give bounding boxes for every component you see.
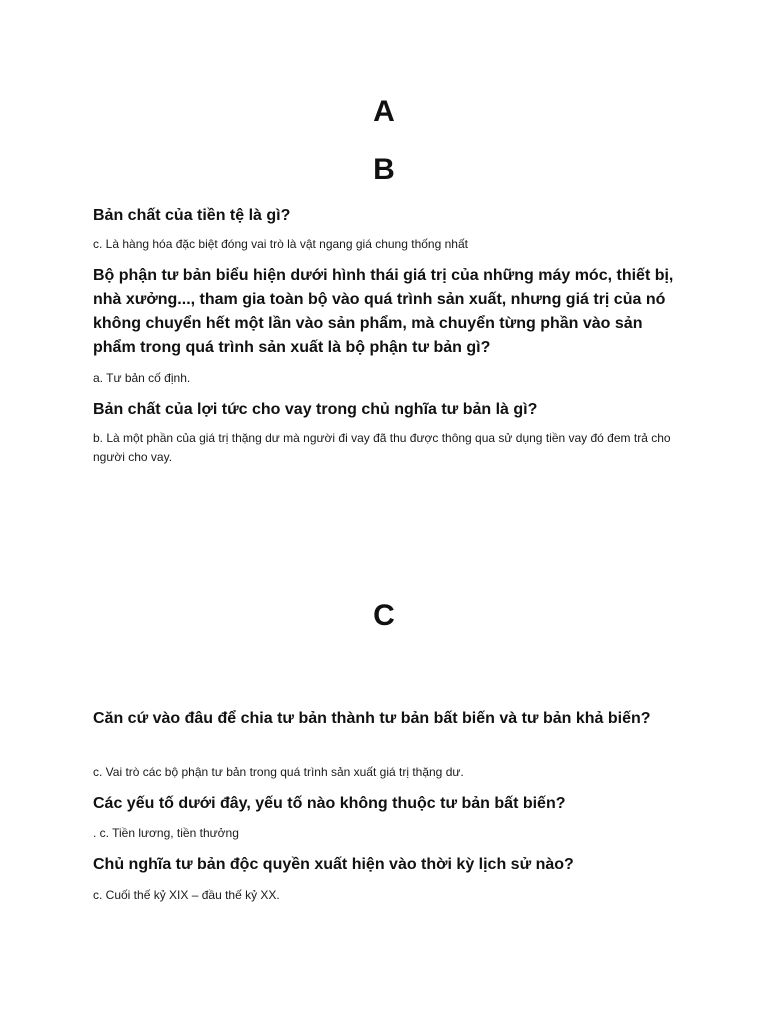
answer-text: . c. Tiền lương, tiền thưởng [93,826,239,840]
section-heading-b: B [373,153,395,186]
qa-item [93,369,683,388]
answer-text: c. Cuối thế kỷ XIX – đầu thế kỷ XX. [93,888,280,902]
qa-item [93,824,683,843]
answer-text: c. Là hàng hóa đặc biệt đóng vai trò là vật ngang giá chung thống nhất [93,237,468,251]
qa-item [93,792,683,816]
question-text: Căn cứ vào đâu để chia tư bản thành tư bản bất biến và tư bản khả biến? [93,710,651,727]
qa-item [93,429,683,467]
qa-item [93,264,683,360]
qa-item [93,398,683,422]
qa-item [93,235,683,254]
answer-text: a. Tư bản cố định. [93,371,191,385]
qa-item [93,853,683,877]
question-text: Bộ phận tư bản biểu hiện dưới hình thái giá trị của những máy móc, thiết bị, nhà xưởng..., tham gia toàn bộ vào quá trình sản xuất, nhưng giá trị của nó không chuyển hết một lần vào sản phẩm, mà chuyển từng phần vào sản phẩm trong quá trình sản xuất là bộ phận tư bản gì? [93,267,674,356]
qa-item [93,763,683,782]
answer-text: c. Vai trò các bộ phận tư bản trong quá trình sản xuất giá trị thặng dư. [93,765,464,779]
question-text: Bản chất của tiền tệ là gì? [93,207,291,224]
section-heading-a: A [373,95,395,128]
qa-item [93,707,683,731]
question-text: Bản chất của lợi tức cho vay trong chủ nghĩa tư bản là gì? [93,401,538,418]
section-heading-c: C [373,599,395,632]
qa-item [93,886,683,905]
question-text: Các yếu tố dưới đây, yếu tố nào không thuộc tư bản bất biến? [93,795,566,812]
question-text: Chủ nghĩa tư bản độc quyền xuất hiện vào thời kỳ lịch sử nào? [93,856,574,873]
qa-item [93,204,683,228]
answer-text: b. Là một phần của giá trị thặng dư mà người đi vay đã thu được thông qua sử dụng tiền vay đó đem trả cho người cho vay. [93,431,671,464]
